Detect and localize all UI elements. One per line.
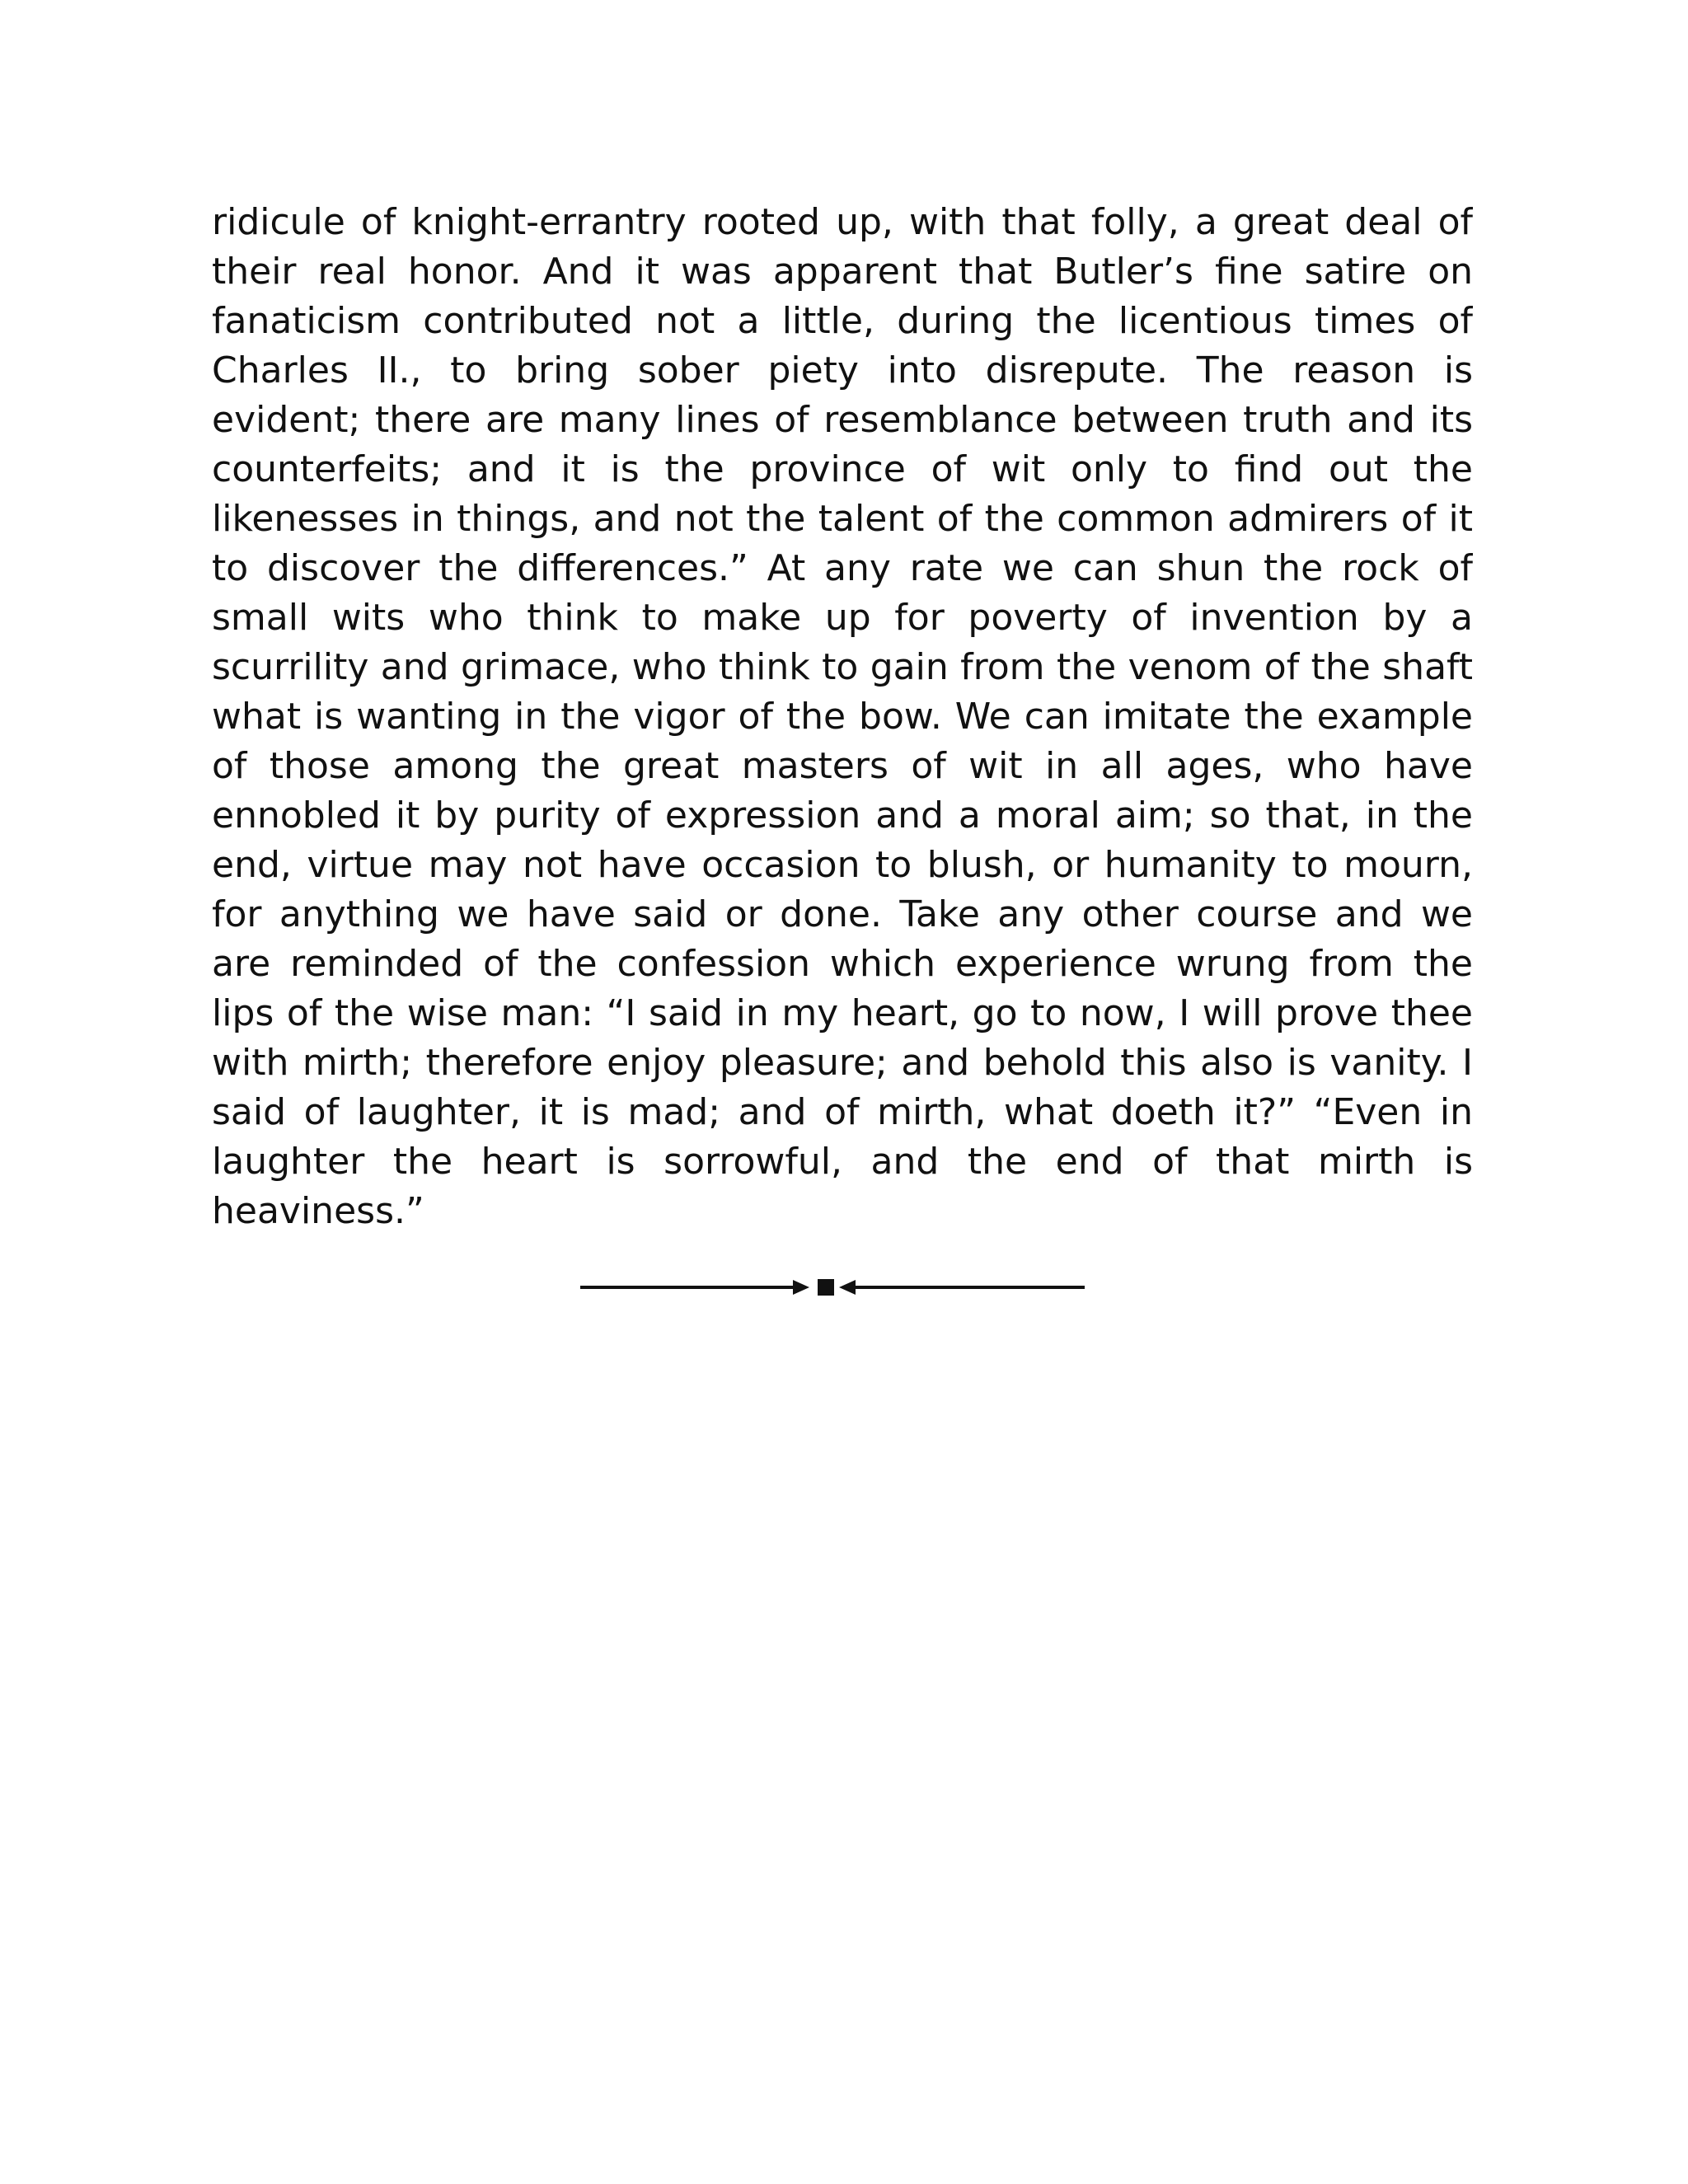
- text-line: what is wanting in the vigor of the bow. We can imitate the example: [212, 696, 1473, 738]
- text-line: small wits who think to make up for poverty of invention by a: [212, 597, 1473, 639]
- ornament-divider-icon: [577, 1271, 1088, 1304]
- text-line: fanaticism contributed not a little, during the licentious times of: [212, 300, 1473, 342]
- text-line: heaviness.”: [212, 1190, 424, 1232]
- text-line: ennobled it by purity of expression and a moral aim; so that, in the: [212, 794, 1473, 837]
- text-line: are reminded of the confession which experience wrung from the: [212, 943, 1473, 985]
- text-line: laughter the heart is sorrowful, and the end of that mirth is: [212, 1141, 1473, 1183]
- text-line: counterfeits; and it is the province of wit only to find out the: [212, 448, 1473, 490]
- text-line: with mirth; therefore enjoy pleasure; and behold this also is vanity. I: [212, 1042, 1473, 1084]
- text-line: likenesses in things, and not the talent of the common admirers of it: [212, 498, 1473, 540]
- text-line: of those among the great masters of wit in all ages, who have: [212, 745, 1473, 787]
- text-line: evident; there are many lines of resemblance between truth and its: [212, 399, 1473, 441]
- text-line: end, virtue may not have occasion to blush, or humanity to mourn,: [212, 844, 1473, 886]
- text-line: Charles II., to bring sober piety into disrepute. The reason is: [212, 349, 1473, 391]
- body-text: [212, 198, 1473, 1236]
- text-line: to discover the differences.” At any rate we can shun the rock of: [212, 547, 1473, 589]
- text-line: lips of the wise man: “I said in my heart, go to now, I will prove thee: [212, 992, 1473, 1034]
- text-line: scurrility and grimace, who think to gain from the venom of the shaft: [212, 646, 1473, 688]
- text-line: their real honor. And it was apparent that Butler’s fine satire on: [212, 251, 1473, 293]
- text-line: for anything we have said or done. Take any other course and we: [212, 893, 1473, 935]
- text-line: said of laughter, it is mad; and of mirth, what doeth it?” “Even in: [212, 1091, 1473, 1133]
- text-line: ridicule of knight-errantry rooted up, with that folly, a great deal of: [212, 201, 1473, 243]
